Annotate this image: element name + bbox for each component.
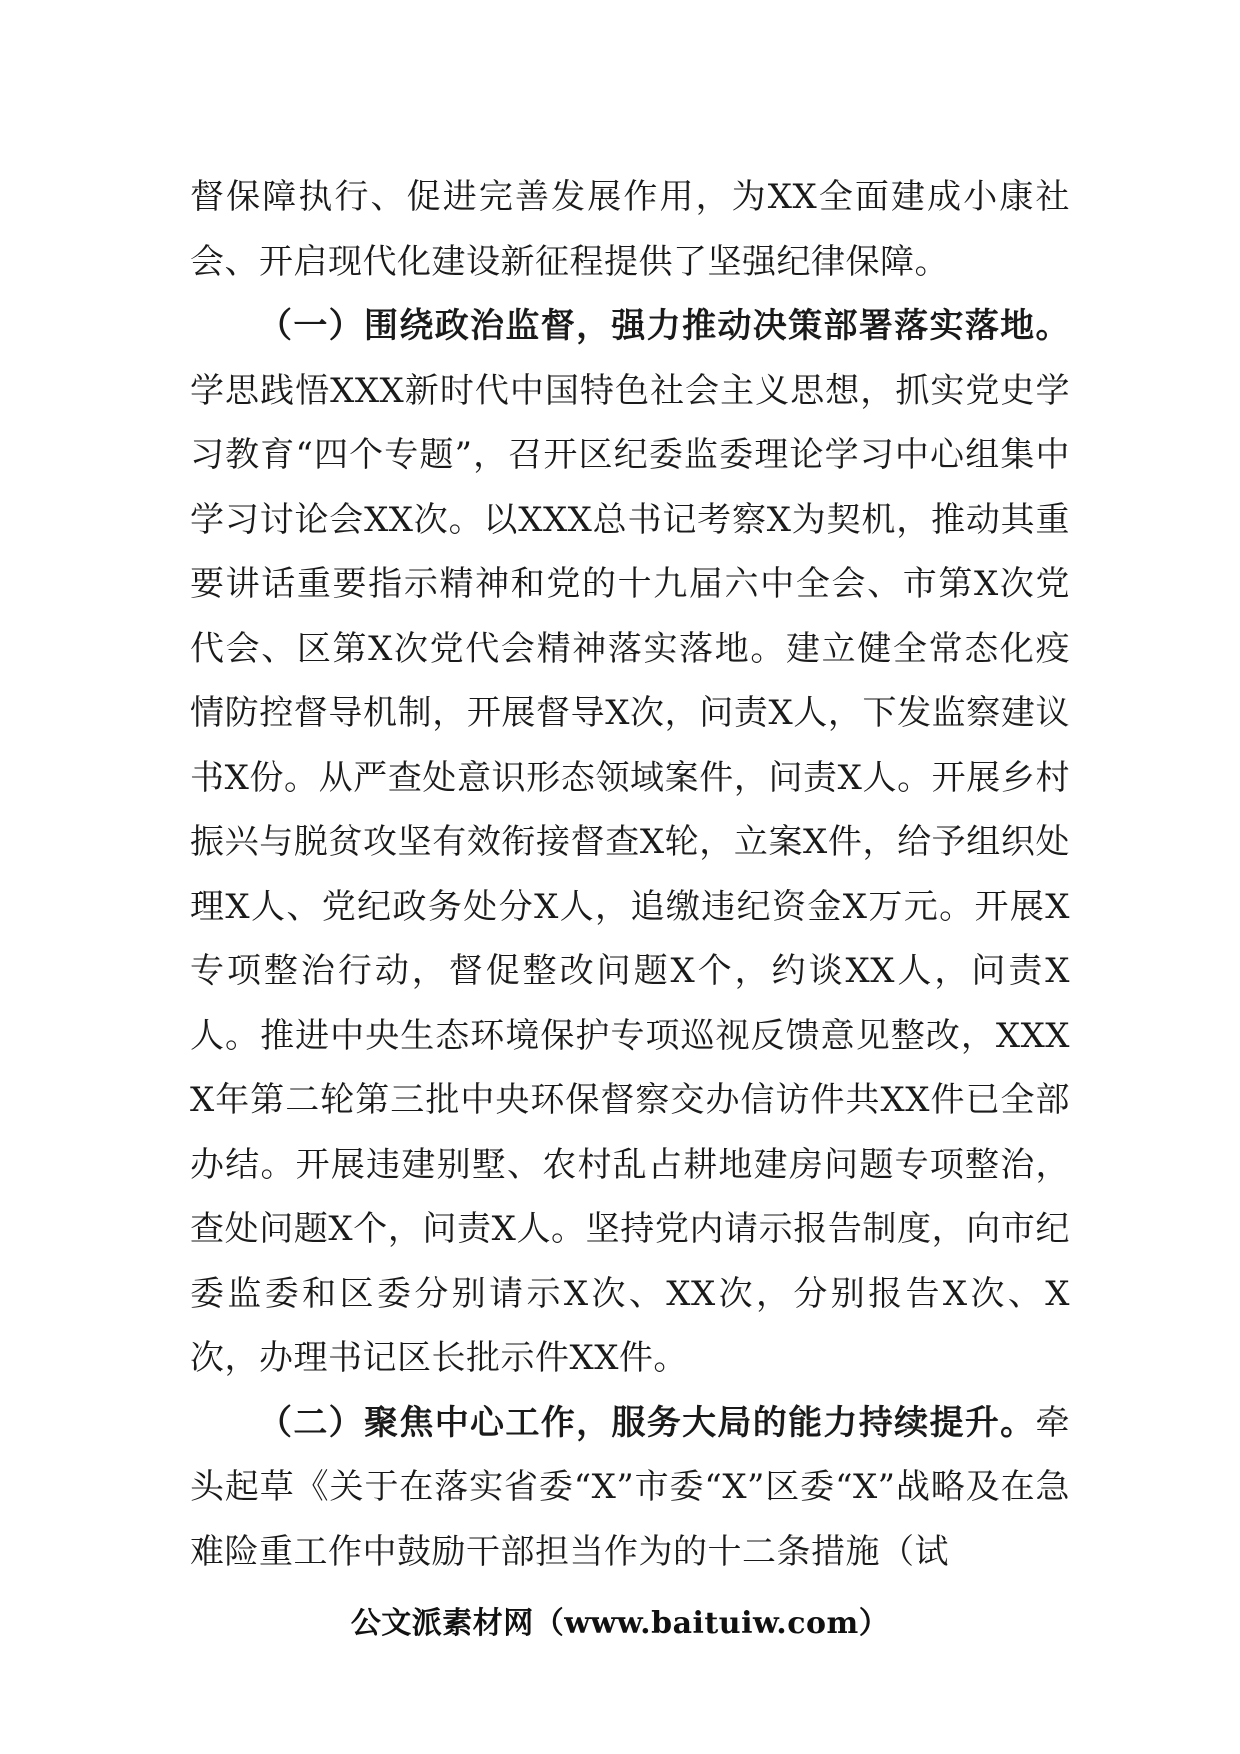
paragraph-central-work xyxy=(190,1391,1070,1585)
document-body xyxy=(190,165,1070,1584)
paragraph-heading: （一）围绕政治监督，强力推动决策部署落实落地。 xyxy=(258,306,1070,346)
paragraph-text: 牵头起草《关于在落实省委“X”市委“X”区委“X”战略及在急难险重工作中鼓励干部担当作为的十二条措施（试 xyxy=(190,1402,1070,1572)
footer-watermark: 公文派素材网（www.baituiw.com） xyxy=(350,1606,890,1641)
paragraph-text: 学思践悟XXX新时代中国特色社会主义思想，抓实党史学习教育“四个专题”，召开区纪委监委理论学习中心组集中学习讨论会XX次。以XXX总书记考察X为契机，推动其重要讲话重要指示精神和党的十九届六中全会、市第X次党代会、区第X次党代会精神落实落地。建立健全常态化疫情防控督导机制，开展督导X次，问责X人，下发监察建议书X份。从严查处意识形态领域案件，问责X人。开展乡村振兴与脱贫攻坚有效衔接督查X轮，立案X件，给予组织处理X人、党纪政务处分X人，追缴违纪资金X万元。开展X专项整治行动，督促整改问题X个，约谈XX人，问责X人。推进中央生态环境保护专项巡视反馈意见整改，XXXX年第二轮第三批中央环保督察交办信访件共XX件已全部办结。开展违建别墅、农村乱占耕地建房问题专项整治，查处问题X个，问责X人。坚持党内请示报告制度，向市纪委监委和区委分别请示X次、XX次，分别报告X次、X次，办理书记区长批示件XX件。 xyxy=(190,370,1070,1378)
paragraph-political-supervision xyxy=(190,294,1070,1391)
paragraph-continuation xyxy=(190,165,1070,294)
paragraph-text: 督保障执行、促进完善发展作用，为XX全面建成小康社会、开启现代化建设新征程提供了坚强纪律保障。 xyxy=(190,177,1070,282)
paragraph-heading: （二）聚焦中心工作，服务大局的能力持续提升。 xyxy=(258,1402,1036,1443)
